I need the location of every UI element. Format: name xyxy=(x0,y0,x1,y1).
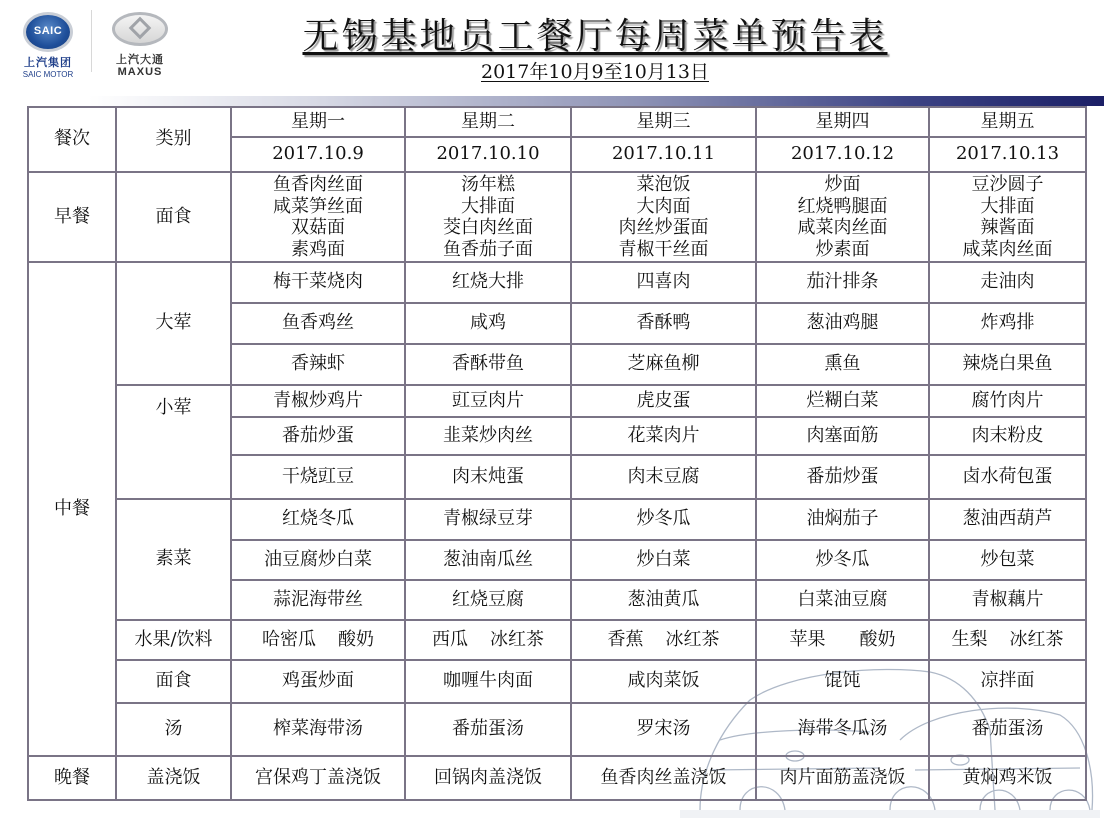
menu-item: 鸡蛋炒面 xyxy=(231,660,405,703)
drink: 冰红茶 xyxy=(1009,628,1064,650)
menu-item: 炒素面 xyxy=(815,238,870,260)
category-big-meat: 大荤 xyxy=(116,262,231,385)
menu-item: 炸鸡排 xyxy=(929,303,1086,344)
menu-item: 青椒炒鸡片 xyxy=(231,385,405,417)
menu-item: 香酥鸭 xyxy=(571,303,756,344)
header-day-mon: 星期一 xyxy=(231,107,405,137)
header-day-fri: 星期五 xyxy=(929,107,1086,137)
drink: 酸奶 xyxy=(338,628,374,650)
menu-item: 葱油黄瓜 xyxy=(571,580,756,620)
menu-item: 烂糊白菜 xyxy=(756,385,929,417)
menu-item: 豇豆肉片 xyxy=(405,385,571,417)
menu-item: 咸菜肉丝面 xyxy=(962,238,1053,260)
menu-item: 卤水荷包蛋 xyxy=(929,455,1086,499)
menu-item: 咸肉菜饭 xyxy=(571,660,756,703)
menu-item: 大肉面 xyxy=(636,195,691,217)
category-lunch-noodles: 面食 xyxy=(116,660,231,703)
menu-item: 葱油西葫芦 xyxy=(929,499,1086,540)
menu-item: 咖喱牛肉面 xyxy=(405,660,571,703)
fruit-drink-cell-fri xyxy=(929,620,1086,660)
menu-item: 榨菜海带汤 xyxy=(231,703,405,756)
header-day-wed: 星期三 xyxy=(571,107,756,137)
weekly-menu-table xyxy=(27,106,1087,801)
lunch-row xyxy=(28,703,1086,756)
category-rice-bowl: 盖浇饭 xyxy=(116,756,231,800)
maxus-logo xyxy=(104,10,176,77)
menu-item: 香酥带鱼 xyxy=(405,344,571,385)
lunch-row xyxy=(28,262,1086,303)
drink: 冰红茶 xyxy=(490,628,544,650)
menu-item: 鱼香肉丝面 xyxy=(273,174,363,195)
fruit: 苹果 xyxy=(789,628,826,650)
menu-item: 肉塞面筋 xyxy=(756,417,929,455)
menu-item: 油焖茄子 xyxy=(756,499,929,540)
menu-item: 豆沙圆子 xyxy=(971,174,1044,195)
menu-item: 黄焖鸡米饭 xyxy=(929,756,1086,800)
menu-item: 炒面 xyxy=(824,174,861,195)
header-date-thu: 2017.10.12 xyxy=(756,137,929,172)
menu-item: 葱油鸡腿 xyxy=(756,303,929,344)
menu-item: 咸鸡 xyxy=(405,303,571,344)
category-fruit-drink: 水果/饮料 xyxy=(116,620,231,660)
saic-logo-en: SAIC MOTOR xyxy=(22,70,74,79)
header-meal: 餐次 xyxy=(28,107,116,172)
menu-item: 茄汁排条 xyxy=(756,262,929,303)
menu-item: 咸菜肉丝面 xyxy=(797,217,888,238)
menu-item: 宫保鸡丁盖浇饭 xyxy=(231,756,405,800)
header-date-fri: 2017.10.13 xyxy=(929,137,1086,172)
menu-item: 肉片面筋盖浇饭 xyxy=(756,756,929,800)
lunch-row xyxy=(28,385,1086,417)
menu-item: 凉拌面 xyxy=(929,660,1086,703)
header-date-mon: 2017.10.9 xyxy=(231,137,405,172)
header-date-tue: 2017.10.10 xyxy=(405,137,571,172)
menu-item: 红烧大排 xyxy=(405,262,571,303)
fruit: 生梨 xyxy=(951,628,988,650)
menu-item: 炒白菜 xyxy=(571,540,756,580)
saic-badge-icon xyxy=(23,12,73,52)
category-soup: 汤 xyxy=(116,703,231,756)
menu-item: 大排面 xyxy=(461,195,515,217)
breakfast-cell-wed xyxy=(571,172,756,262)
category-small-meat: 小荤 xyxy=(116,385,231,499)
saic-motor-logo xyxy=(20,12,76,79)
menu-item: 走油肉 xyxy=(929,262,1086,303)
menu-item: 香辣虾 xyxy=(231,344,405,385)
breakfast-cell-mon xyxy=(231,172,405,262)
menu-item: 菜泡饭 xyxy=(636,174,691,195)
saic-logo-cn: 上汽集团 xyxy=(24,56,72,69)
lunch-row xyxy=(28,660,1086,703)
menu-item: 葱油南瓜丝 xyxy=(405,540,571,580)
fruit-drink-cell-wed xyxy=(571,620,756,660)
fruit-drink-cell-tue xyxy=(405,620,571,660)
menu-item: 四喜肉 xyxy=(571,262,756,303)
menu-item: 鱼香肉丝盖浇饭 xyxy=(571,756,756,800)
header-day-thu: 星期四 xyxy=(756,107,929,137)
header-category: 类别 xyxy=(116,107,231,172)
gradient-banner xyxy=(0,96,1104,106)
maxus-logo-en: MAXUS xyxy=(117,66,163,78)
meal-lunch: 中餐 xyxy=(28,262,116,756)
menu-item: 汤年糕 xyxy=(461,174,515,195)
menu-item: 肉末粉皮 xyxy=(929,417,1086,455)
lunch-row xyxy=(28,499,1086,540)
menu-item: 梅干菜烧肉 xyxy=(231,262,405,303)
menu-item: 红烧豆腐 xyxy=(405,580,571,620)
page-title: 无锡基地员工餐厅每周菜单预告表 xyxy=(302,16,888,57)
header-row-days xyxy=(28,107,1086,137)
menu-item: 鱼香鸡丝 xyxy=(231,303,405,344)
menu-item: 鱼香茄子面 xyxy=(443,238,533,260)
menu-item: 辣酱面 xyxy=(980,217,1035,238)
breakfast-cell-tue xyxy=(405,172,571,262)
drink: 酸奶 xyxy=(859,628,896,650)
breakfast-cell-thu xyxy=(756,172,929,262)
menu-item: 红烧鸭腿面 xyxy=(797,195,888,217)
maxus-emblem-icon xyxy=(112,12,168,46)
menu-item: 炒冬瓜 xyxy=(756,540,929,580)
header-day-tue: 星期二 xyxy=(405,107,571,137)
drink: 冰红茶 xyxy=(665,628,720,650)
menu-item: 炒冬瓜 xyxy=(571,499,756,540)
saic-badge-text: SAIC xyxy=(33,25,63,37)
lunch-row xyxy=(28,620,1086,660)
date-range-subtitle: 2017年10月9至10月13日 xyxy=(481,61,709,83)
menu-item: 咸菜笋丝面 xyxy=(273,195,363,217)
menu-item: 番茄蛋汤 xyxy=(405,703,571,756)
fruit-drink-cell-mon xyxy=(231,620,405,660)
menu-item: 花菜肉片 xyxy=(571,417,756,455)
menu-item: 回锅肉盖浇饭 xyxy=(405,756,571,800)
dinner-row xyxy=(28,756,1086,800)
menu-item: 红烧冬瓜 xyxy=(231,499,405,540)
menu-item: 番茄蛋汤 xyxy=(929,703,1086,756)
menu-item: 干烧豇豆 xyxy=(231,455,405,499)
menu-item: 海带冬瓜汤 xyxy=(756,703,929,756)
fruit: 香蕉 xyxy=(607,628,644,650)
menu-item: 肉末豆腐 xyxy=(571,455,756,499)
menu-item: 肉末炖蛋 xyxy=(405,455,571,499)
category-breakfast-noodles: 面食 xyxy=(116,172,231,262)
menu-item: 辣烧白果鱼 xyxy=(929,344,1086,385)
menu-item: 肉丝炒蛋面 xyxy=(618,217,709,238)
breakfast-row xyxy=(28,172,1086,262)
meal-dinner: 晚餐 xyxy=(28,756,116,800)
fruit-drink-cell-thu xyxy=(756,620,929,660)
menu-item: 腐竹肉片 xyxy=(929,385,1086,417)
menu-item: 油豆腐炒白菜 xyxy=(231,540,405,580)
menu-item: 芝麻鱼柳 xyxy=(571,344,756,385)
menu-item: 番茄炒蛋 xyxy=(231,417,405,455)
menu-item: 馄饨 xyxy=(756,660,929,703)
menu-item: 炒包菜 xyxy=(929,540,1086,580)
menu-item: 韭菜炒肉丝 xyxy=(405,417,571,455)
header-date-wed: 2017.10.11 xyxy=(571,137,756,172)
breakfast-cell-fri xyxy=(929,172,1086,262)
menu-item: 茭白肉丝面 xyxy=(443,217,533,238)
menu-item: 青椒干丝面 xyxy=(618,238,709,260)
fruit: 哈密瓜 xyxy=(262,628,316,650)
maxus-logo-cn: 上汽大通 xyxy=(116,53,164,66)
menu-item: 熏鱼 xyxy=(756,344,929,385)
category-vegetables: 素菜 xyxy=(116,499,231,620)
meal-breakfast: 早餐 xyxy=(28,172,116,262)
menu-item: 虎皮蛋 xyxy=(571,385,756,417)
menu-item: 双菇面 xyxy=(291,217,345,238)
fruit: 西瓜 xyxy=(432,628,468,650)
menu-item: 番茄炒蛋 xyxy=(756,455,929,499)
menu-item: 青椒藕片 xyxy=(929,580,1086,620)
menu-item: 素鸡面 xyxy=(291,238,345,260)
menu-item: 罗宋汤 xyxy=(571,703,756,756)
menu-item: 青椒绿豆芽 xyxy=(405,499,571,540)
logo-divider xyxy=(91,10,92,72)
menu-item: 大排面 xyxy=(980,195,1035,217)
menu-item: 白菜油豆腐 xyxy=(756,580,929,620)
menu-item: 蒜泥海带丝 xyxy=(231,580,405,620)
